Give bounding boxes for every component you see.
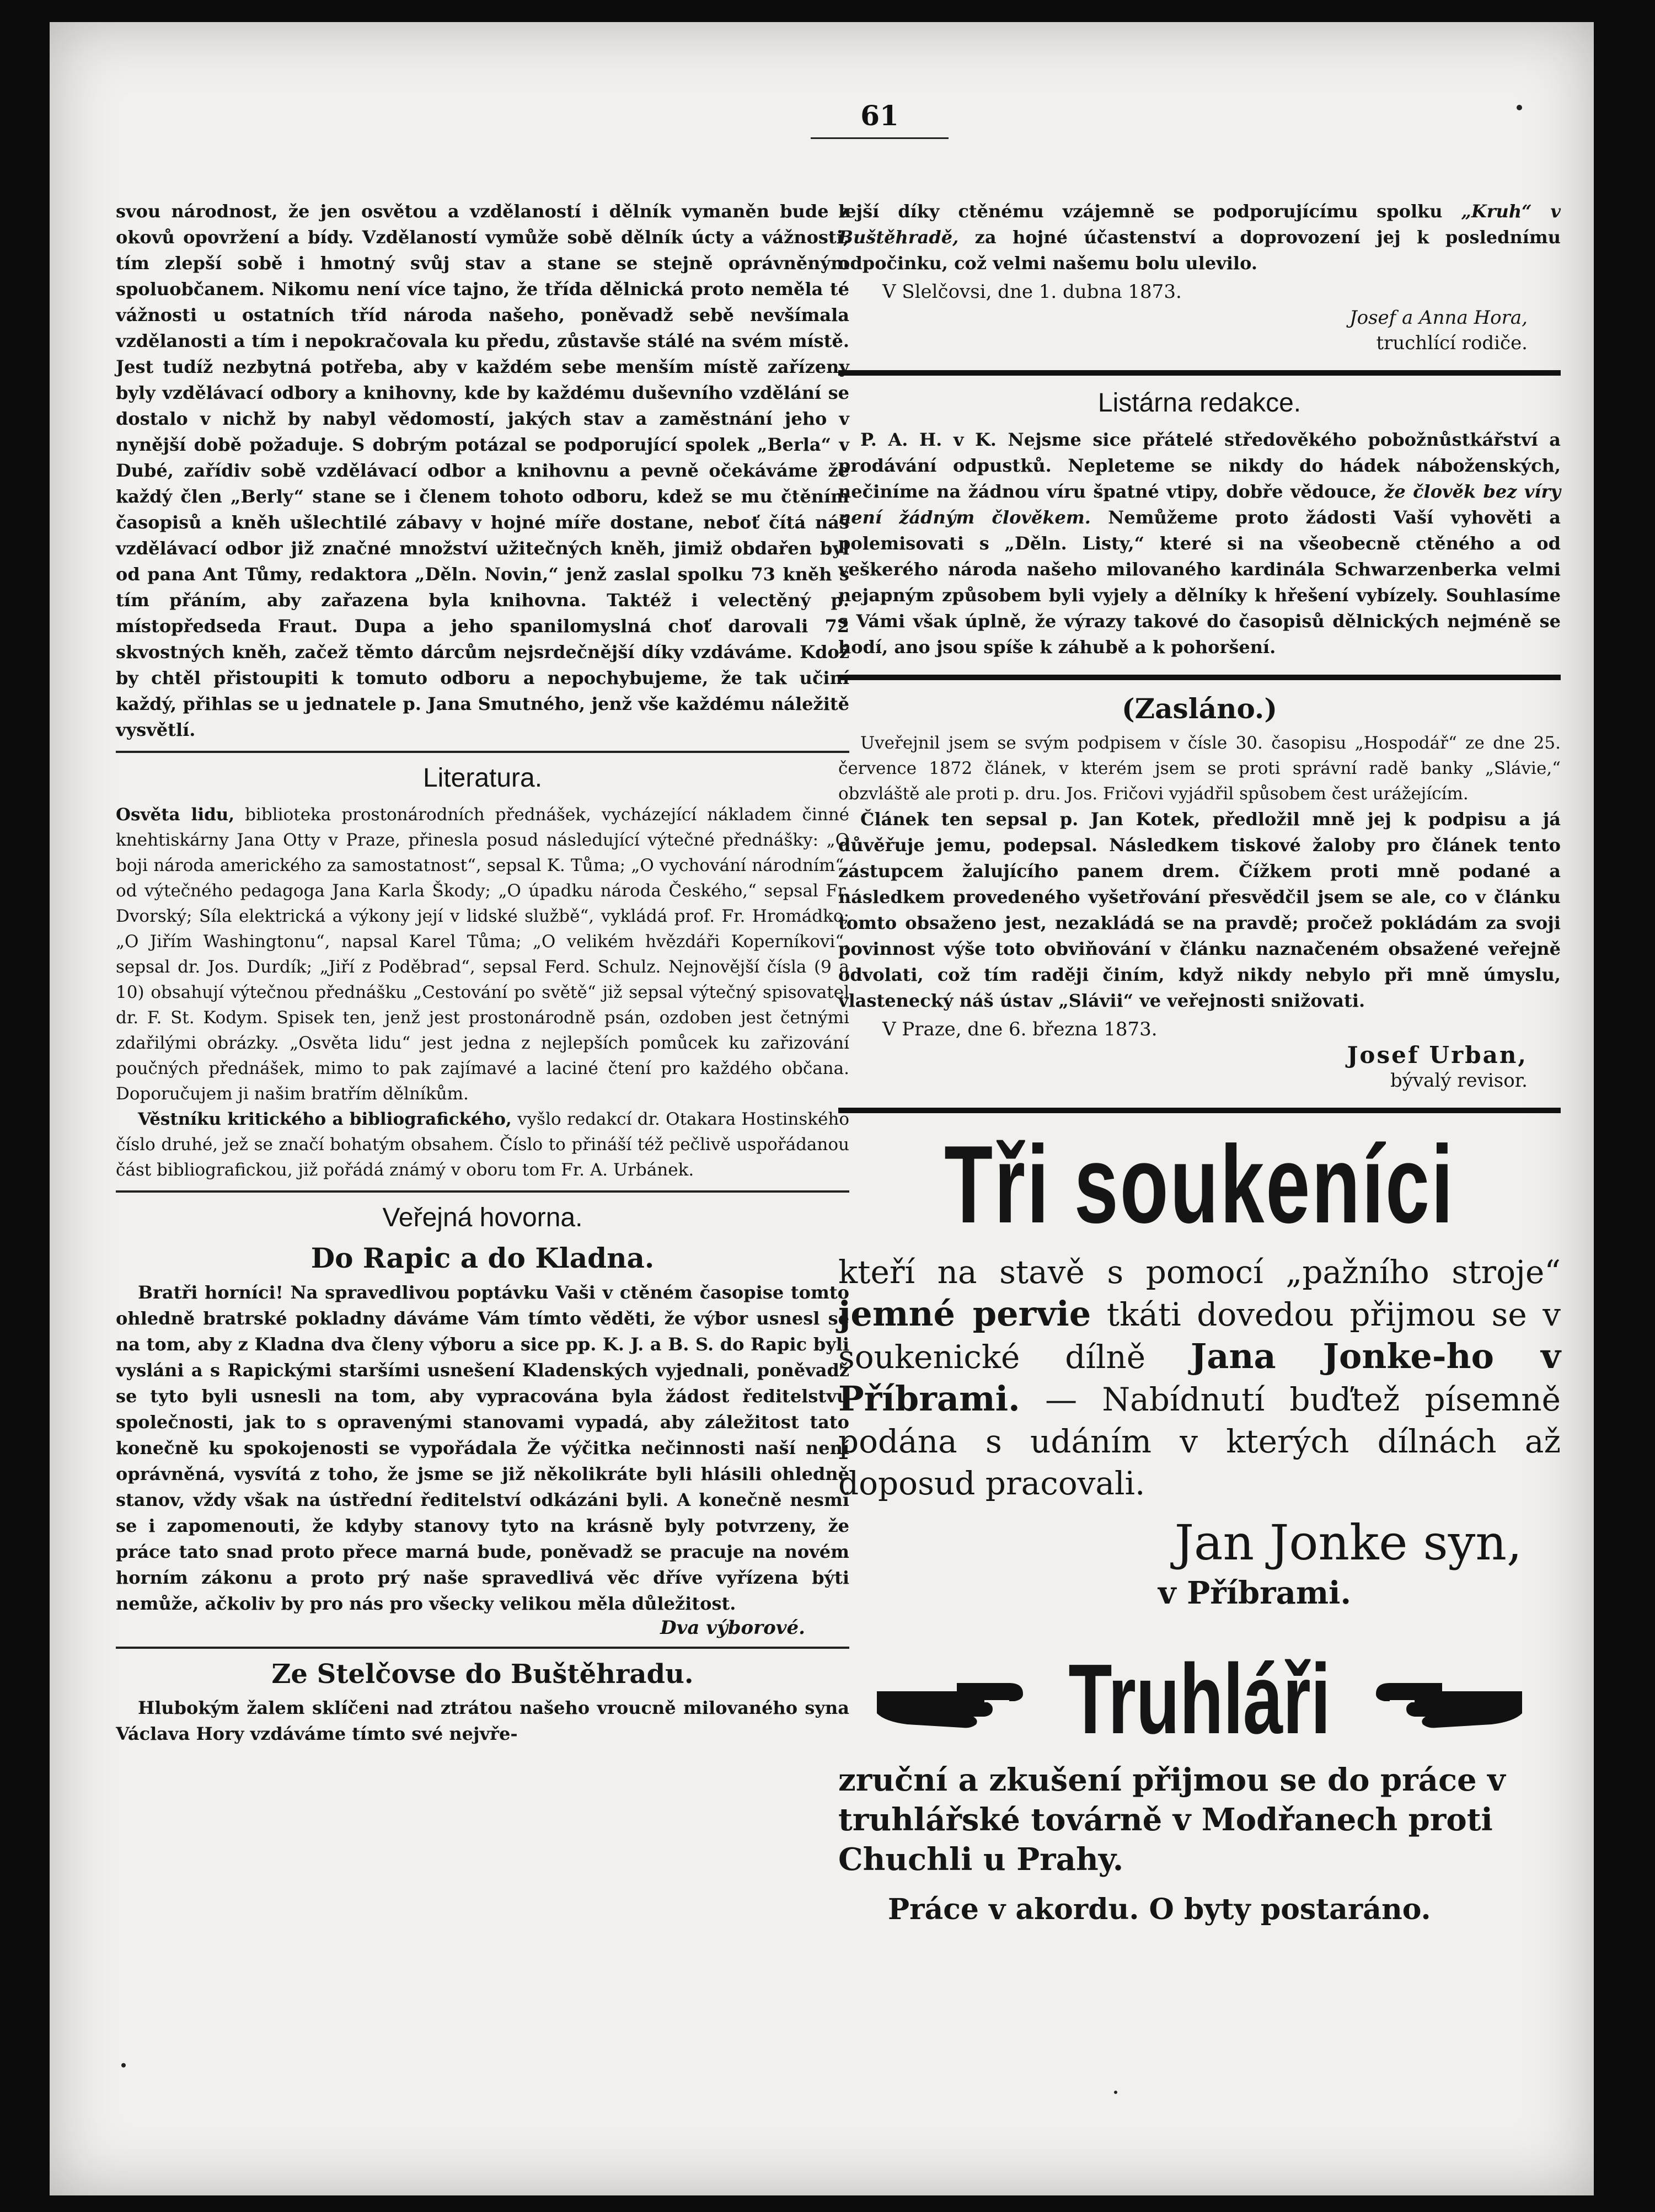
divider — [838, 370, 1561, 376]
listarna-text-a: P. A. H. v K. Nejsme sice přátelé středověkého pobožnůstkářství a prodávání odpustků. Nepleteme se nikdy do hádek náboženských, nečiníme na žádnou víru špatné vtipy, dobře vědouce, — [838, 429, 1561, 502]
vestnik-lead: Věstníku kritického a bibliografického, — [138, 1109, 512, 1129]
divider — [116, 1190, 849, 1193]
print-speck — [1517, 105, 1522, 110]
vestnik-text: vyšlo redakcí dr. Otakara Hostinského číslo druhé, jež se značí bohatým obsahem. Číslo to přináší též pečlivě uspořádanou část bibliografickou, již pořádá známý v oboru tom Fr. A. Urbánek. — [116, 1109, 849, 1180]
zaslano-text-b: Článek ten sepsal p. Jan Kotek, předložil mně jej k podpisu a já důvěřuje jemu, podepsal. Následkem tiskové žaloby pro článek tento zástupcem žalujícího panem drem. Čížkem proti mně podané a následkem provedeného vyšetřování přesvědčil jsem se ale, co v článku tomto obsaženo jest, nezakládá se na pravdě; pročež pokládám za svoji povinnost výše toto obviňování v článku naznačeném obsažené veřejně odvolati, což tím raději činím, když nikdy nebylo při mně úmyslu, vlastenecký náš ústav „Slávii“ ve veřejnosti snižovati. — [838, 809, 1561, 1011]
listarna-text-b: Nemůžeme proto žádosti Vaší vyhověti a polemisovati s „Děln. Listy,“ které si na všeobecně ctěného a od veškerého národa našeho milovaného kardinála Schwarzenberka velmi nejapným způsobem byli vyjely a dělníky k hřešení vybízely. Souhlasíme s Vámi však úplně, že výrazy takové do časopisů dělnických nejméně se hodí, ano jsou spíše k záhubě a k pohoršení. — [838, 507, 1561, 658]
zaslano-sign: Josef Urban, — [1347, 1041, 1528, 1068]
ad-truhlari-text: zruční a zkušení přijmou se do práce v truhlářské továrně v Modřanech proti Chuchli u Prahy. — [838, 1762, 1506, 1878]
kruh-name: „Kruh“ v Buštěhradě, — [838, 201, 1561, 248]
literatura-vestnik — [116, 1107, 849, 1183]
condolence-text-a: lejší díky ctěnému vzájemně se podporujícímu spolku — [838, 201, 1461, 222]
print-speck — [1114, 2091, 1117, 2094]
osveta-lead: Osvěta lidu, — [116, 805, 235, 825]
divider — [116, 751, 849, 753]
ad1-bold-b: Jana Jonke-ho v Příbrami. — [838, 1336, 1561, 1419]
ad1-text-a: kteří na stavě s pomocí „pažního stroje“ — [838, 1253, 1561, 1291]
stelcovse-title: Ze Stelčovse do Buštěhradu. — [271, 1659, 694, 1690]
osveta-text: biblioteka prostonárodních přednášek, vycházející nákladem činné knehtiskárny Jana Otty v Praze, přinesla posud následující výtečné přednášky: „O boji národa amerického za samostatnost“, sepsal K. Tůma; „O vychování národním“, od výtečného pedagoga Jana Karla Škody; „O úpadku národa Českého,“ sepsal Fr. Dvorský; Síla elektrická a výkony její v lidské službě“, vykládá prof. Fr. Hromádko; „O Jiřím Washingtonu“, napsal Karel Tůma; „O velikém hvězdáři Koperníkovi“, sepsal dr. Jos. Durdík; „Jiří z Poděbrad“, sepsal Ferd. Schulz. Nejnovější čísla (9 a 10) obsahují výtečnou přednášku „Cestování po světě“ již sepsal výtečný spisovatel dr. F. St. Kodym. Spisek ten, jenž jest prostonárodně psán, ozdoben jest četnými zdařilými obrázky. „Osvěta lidu“ jest jedna z nejlepších pomůcek ku zařizování poučných přednášek, mimo to pak zajímavé a laciné čtení pro každého občana. Doporučujem ji našim bratřím dělníkům. — [116, 805, 850, 1104]
condolence-dateline: V Slelčovsi, dne 1. dubna 1873. — [882, 281, 1182, 303]
listarna-text — [838, 427, 1561, 660]
ad1-text-b: tkáti dovedou přijmou se v soukenické dílně — [838, 1296, 1561, 1376]
print-speck — [121, 2063, 126, 2067]
ad-truhlari-banner — [838, 1644, 1561, 1755]
hovorna-text: Bratři horníci! Na spravedlivou poptávku Vaši v ctěném časopise tomto ohledně bratrské pokladny dáváme Vám tímto věděti, že výbor usnesl se na tom, aby z Kladna dva členy výboru a sice pp. K. J. a B. S. do Rapic byli vysláni a s Rapickými staršími usnešení Kladenských vyjednali, poněvadž se tyto byli usnesli na tom, aby vypracována byla žádost ředitelstvu společnosti, jak to s opravenými stanovami vypadá, aby záležitost tato konečně ku spokojenosti se vypořádala Že výčitka nečinnosti naší není oprávněná, vysvítá z toho, že jsme se již několikráte byli hlásili ohledně stanov, vždy však na ústřední ředitelství odkázáni byli. A konečně nesmí se i zapomenouti, že kdyby stanovy tyto na krásně byly potvrzeny, že práce tato snad proto přece marná bude, poněvadž se pracuje na novém horním zákonu a proto prý naše spravedlivá věc dříve vyřízena býti nemůže, ačkoliv by pro nás pro všecky velikou měla důležitost. — [116, 1282, 849, 1614]
ad-soukenici-place: v Příbrami. — [1158, 1575, 1351, 1611]
zaslano-text-a: Uveřejnil jsem se svým podpisem v čísle 30. časopisu „Hospodář“ ze dne 25. července 1872 článek, v kterém jsem se proti správní radě banky „Slávie,“ obzvláště ale proti p. dru. Jos. Fričovi vyjádřil spůsobem čest urážejícím. — [838, 733, 1561, 804]
newspaper-page — [50, 22, 1594, 2195]
right-column — [838, 199, 1561, 1929]
ad-soukenici-sign: Jan Jonke syn, — [1174, 1514, 1522, 1571]
pointing-hand-right-icon — [874, 1669, 1040, 1730]
literatura-osveta — [116, 802, 849, 1107]
zaslano-dateline: V Praze, dne 6. března 1873. — [882, 1018, 1158, 1040]
divider — [838, 675, 1561, 680]
stelcovse-text: Hlubokým žalem sklíčeni nad ztrátou našeho vroucně milovaného syna Václava Hory vzdáváme tímto své nejvře- — [116, 1697, 849, 1744]
divider — [838, 1108, 1561, 1113]
ad-soukenici-text — [838, 1251, 1561, 1504]
condolence-continued — [838, 199, 1561, 276]
condolence-sign-role: truchlící rodiče. — [1376, 332, 1528, 354]
zaslano-sign-role: bývalý revisor. — [1390, 1070, 1528, 1092]
literatura-heading: Literatura. — [422, 763, 543, 793]
zaslano-heading: (Zasláno.) — [1122, 692, 1277, 725]
page-number: 61 — [811, 99, 949, 139]
hovorna-title: Do Rapic a do Kladna. — [310, 1242, 655, 1274]
divider — [116, 1647, 849, 1649]
pointing-hand-left-icon — [1359, 1669, 1525, 1730]
listarna-italic: že člověk bez víry není žádným člověkem. — [838, 481, 1561, 528]
ad-soukenici-title: Tři soukeníci — [944, 1123, 1455, 1246]
hovorna-sign: Dva výborové. — [660, 1617, 805, 1639]
ad1-bold-a: jemné pervie — [838, 1294, 1091, 1334]
listarna-heading: Listárna redakce. — [1097, 388, 1301, 418]
ad1-text-c: — Nabídnutí buďtež písemně podána s udáním v kterých dílnách až doposud pracovali. — [838, 1381, 1561, 1502]
left-column — [116, 199, 849, 1747]
ad-truhlari-last: Práce v akordu. O byty postaráno. — [888, 1893, 1431, 1926]
condolence-sign: Josef a Anna Hora, — [1349, 307, 1528, 329]
hovorna-heading: Veřejná hovorna. — [382, 1203, 583, 1232]
condolence-text-b: za hojné účastenství a doprovození jej k poslednímu odpočinku, což velmi našemu bolu ulevilo. — [838, 227, 1561, 274]
ad-truhlari-title: Truhláři — [1068, 1644, 1331, 1755]
intro-article: svou národnost, že jen osvětou a vzdělaností i dělník vymaněn bude z okovů opovržení a bídy. Vzdělaností vymůže sobě dělník úcty a vážnosti, tím zlepší sobě i hmotný svůj stav a stane se stejně oprávněným spoluobčanem. Nikomu není více tajno, že třída dělnická proto neměla té vážnosti u ostatních tříd národa našeho, poněvadž sebě nevšímala vzdělanosti a tím i nepokračovala ku předu, zůstavše stálé na svém místě. Jest tudíž nezbytná potřeba, aby v každém sebe menším místě zařízeny byly vzdělávací odbory a knihovny, kde by každému duševního vzdělání se dostalo v nichž by nabyl vědomostí, jakých stav a zaměstnání jeho v nynější době požaduje. S dobrým potázal se podporující spolek „Berla“ v Dubé, zařídiv sobě vzdělávací odbor a knihovnu a pevně očekáváme že každý člen „Berly“ stane se i členem tohoto odboru, kdež se mu čtěním časopisů a kněh ušlechtilé zábavy v hojné míře dostane, neboť čítá náš vzdělávací odbor již značné množství užitečných kněh, jimiž obdařen byl od pana Ant Tůmy, redaktora „Děln. Novin,“ jenž zaslal spolku 73 kněh s tím přáním, aby zařazena byla knihovna. Taktéž i velectěný p. místopředseda Fraut. Dupa a jeho spanilomyslná choť darovali 72 skvostných kněh, začež těmto dárcům nejsrdečnější díky vzdáváme. Kdož by chtěl přistoupiti k tomuto odboru a nepochybujeme, že tak učiní každý, přihlas se u jednatele p. Jana Smutného, jenž vše každému náležitě vysvětlí. — [116, 201, 849, 740]
